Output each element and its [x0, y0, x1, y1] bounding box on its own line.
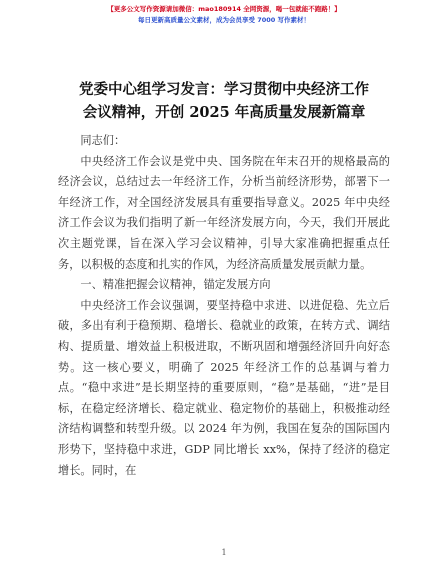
document-body [58, 131, 390, 481]
promo-banner-line-2: 每日更新高质量公文素材，成为会员享受 7000 写作素材！ [137, 16, 311, 24]
body-paragraph: 中央经济工作会议强调，要坚持稳中求进、以进促稳、先立后破，多出有利于稳预期、稳增长、稳就业的政策，在转方式、调结构、提质量、增效益上积极进取，不断巩固和增强经济回升向好态势。这一核心要义，明确了 2025 年经济工作的总基调与着力点。“稳中求进”是长期坚持的重要原则，“稳”是基础，“进”是目标，在稳定经济增长、稳定就业、稳定物价的基础上，积极推动经济结构调整和转型升级。以 2024 年为例，我国在复杂的国际国内形势下，坚持稳中求进，GDP 同比增长 xx%，保持了经济的稳定增长。同时，在 [58, 298, 390, 477]
page-number: 1 [221, 548, 227, 557]
document-title [0, 78, 448, 124]
body-paragraph: 中央经济工作会议是党中央、国务院在年末召开的规格最高的经济会议，总结过去一年经济工作，分析当前经济形势，部署下一年经济工作，对全国经济发展具有重要指导意义。2025 年中央经济工作会议为我们指明了新一年经济发展方向，今天，我们开展此次主题党课，旨在深入学习会议精神，引导大家准确把握重点任务，以积极的态度和扎实的作风，为经济高质量发展贡献力量。 [58, 154, 390, 271]
document-title-line-1: 党委中心组学习发言：学习贯彻中央经济工作 [79, 81, 369, 98]
section-heading: 一、精准把握会议精神，锚定发展方向 [80, 278, 271, 292]
promo-banner-line-1: 【更多公文写作资源请加微信：mao180914 全网资源，喝一包就能不跑路！】 [107, 5, 341, 13]
promo-banner [0, 4, 448, 26]
document-title-line-2: 会议精神，开创 2025 年高质量发展新篇章 [82, 104, 366, 121]
salutation: 同志们： [80, 134, 126, 147]
